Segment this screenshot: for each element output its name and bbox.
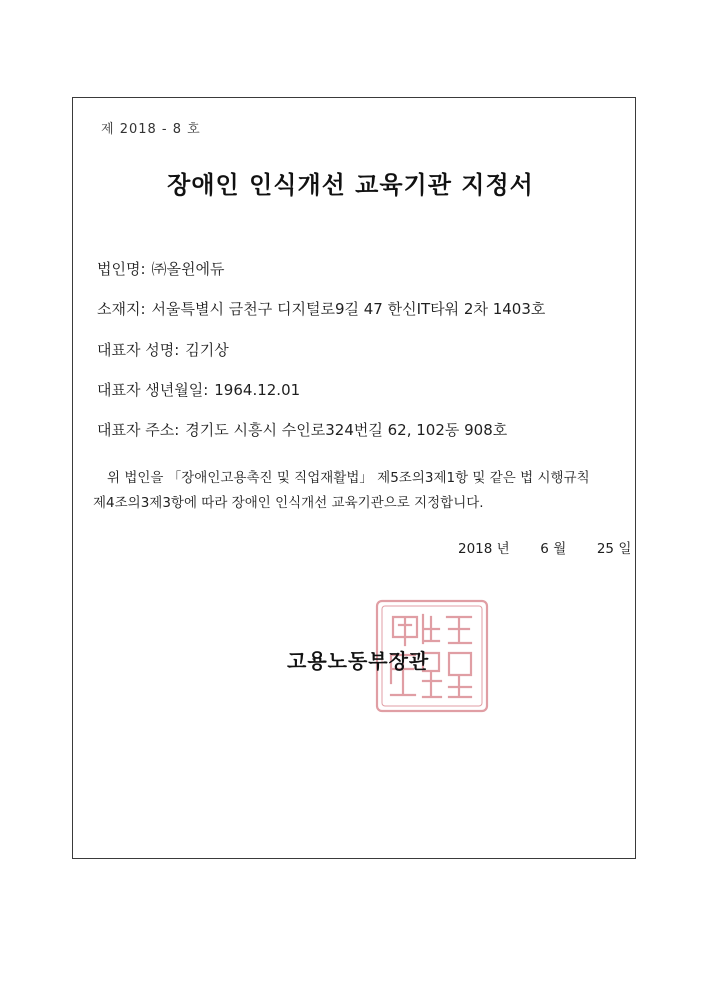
- date-month-unit: 월: [553, 541, 567, 557]
- date-year-unit: 년: [496, 541, 510, 557]
- field-address: [97, 298, 545, 319]
- field-label: 대표자 생년월일:: [97, 381, 209, 399]
- date-month: 6: [540, 541, 549, 557]
- field-representative-birthdate: [97, 379, 300, 400]
- field-corporation-name: [97, 258, 225, 279]
- document-title: 장애인 인식개선 교육기관 지정서: [167, 171, 534, 199]
- field-label: 법인명:: [97, 260, 146, 278]
- date-day-unit: 일: [618, 541, 632, 557]
- field-value: 김기상: [185, 341, 229, 359]
- field-value: 경기도 시흥시 수인로324번길 62, 102동 908호: [185, 421, 508, 439]
- field-representative-address: [97, 419, 507, 440]
- date-day: 25: [596, 541, 615, 557]
- issuer-name: 고용노동부장관: [287, 649, 430, 673]
- field-representative-name: [97, 339, 229, 360]
- statement-line: 제4조의3제3항에 따라 장애인 인식개선 교육기관으로 지정합니다.: [93, 495, 484, 511]
- document-number: 제 2018 - 8 호: [101, 122, 201, 137]
- statement-line: 위 법인을 「장애인고용촉진 및 직업재활법」 제5조의3제1항 및 같은 법 시행규칙: [107, 470, 590, 486]
- field-label: 대표자 주소:: [97, 421, 180, 439]
- field-value: ㈜올윈에듀: [151, 260, 225, 278]
- field-label: 대표자 성명:: [97, 341, 180, 359]
- field-value: 서울특별시 금천구 디지털로9길 47 한신IT타워 2차 1403호: [151, 300, 546, 318]
- issue-date: [458, 537, 631, 557]
- date-year: 2018: [458, 541, 493, 557]
- field-value: 1964.12.01: [214, 381, 301, 399]
- field-label: 소재지:: [97, 300, 146, 318]
- designation-statement: [93, 466, 619, 516]
